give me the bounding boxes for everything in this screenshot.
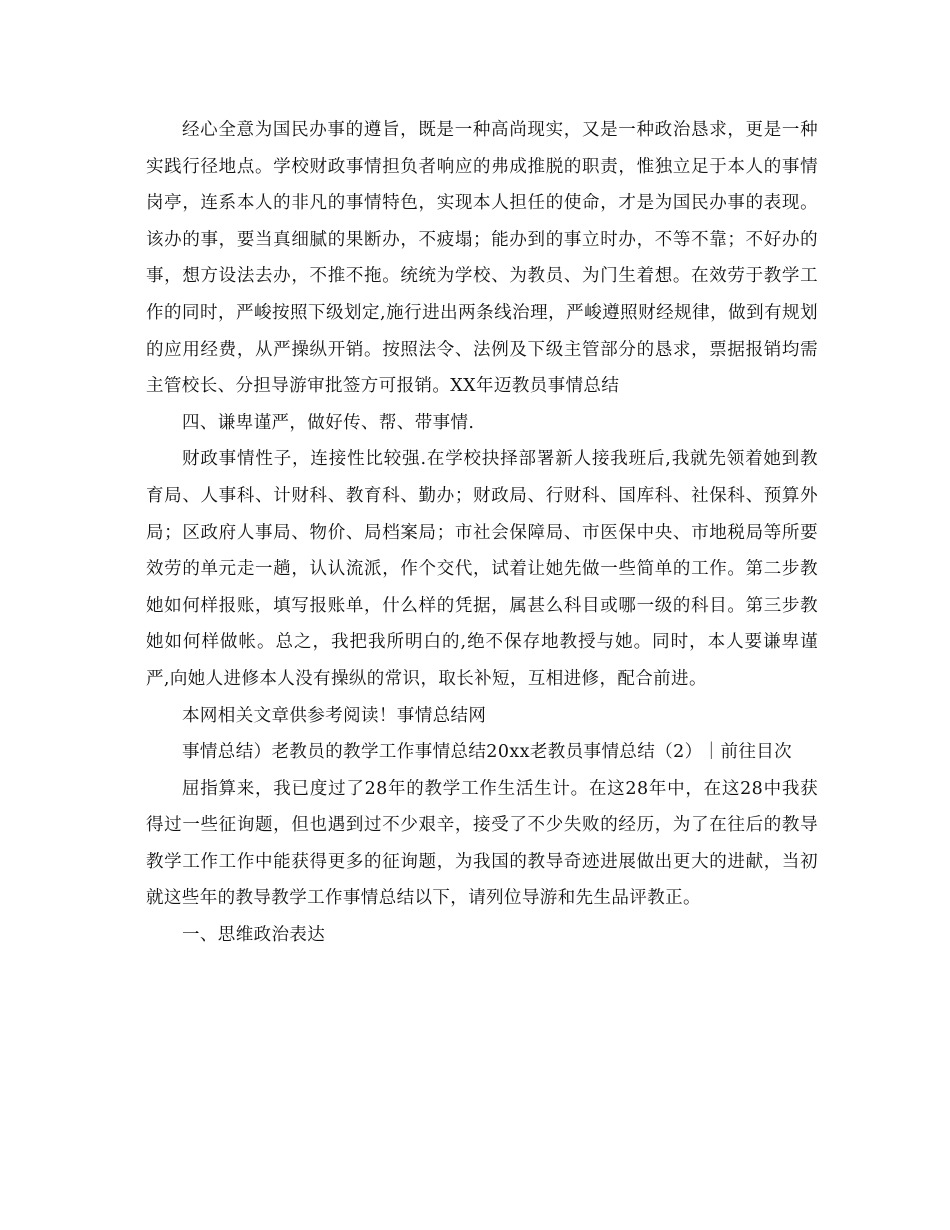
section-heading: 四、谦卑谨严，做好传、帮、带事情. — [182, 412, 475, 433]
article-navigation-line: 事情总结）老教员的教学工作事情总结20xx老教员事情总结（2）｜前往目次 — [182, 742, 793, 763]
body-paragraph: 财政事情性子，连接性比较强.在学校抉择部署新人接我班后,我就先领着她到教育局、人事科、计财科、教育科、勤办；财政局、行财科、国库科、社保科、预算外局；区政府人事局、物价、局档案局；市社会保障局、市医保中央、市地税局等所要效劳的单元走一趟，认认流派，作个交代，试着让她先做一些简单的工作。第二步教她如何样报账，填写报账单，什么样的凭据，属甚么科目或哪一级的科目。第三步教她如何样做帐。总之，我把我所明白的,绝不保存地教授与她。同时，本人要谦卑谨严,向她人进修本人没有操纵的常识，取长补短，互相进修，配合前进。 — [146, 449, 818, 689]
section-heading: 一、思维政治表达 — [182, 925, 326, 946]
related-articles-note: 本网相关文章供参考阅读！事情总结网 — [182, 705, 487, 726]
body-paragraph: 经心全意为国民办事的遵旨，既是一种高尚现实，又是一种政治恳求，更是一种实践行径地点。学校财政事情担负者响应的弗成推脱的职责，惟独立足于本人的事情岗亭，连系本人的非凡的事情特色，实现本人担任的使命，才是为国民办事的表现。该办的事，要当真细腻的果断办，不疲塌；能办到的事立时办，不等不靠；不好办的事，想方设法去办，不推不拖。统统为学校、为教员、为门生着想。在效劳于教学工作的同时，严峻按照下级划定,施行进出两条线治理，严峻遵照财经规律，做到有规划的应用经费，从严操纵开销。按照法令、法例及下级主管部分的恳求，票据报销均需主管校长、分担导游审批签方可报销。XX年迈教员事情总结 — [146, 120, 818, 397]
body-paragraph: 屈指算来，我已度过了28年的教学工作生活生计。在这28年中，在这28中我获得过一些征询题，但也遇到过不少艰辛，接受了不少失败的经历，为了在往后的教导教学工作工作中能获得更多的征询题，为我国的教导奇迹进展做出更大的进献，当初就这些年的教导教学工作事情总结以下，请列位导游和先生品评教正。 — [146, 778, 818, 909]
